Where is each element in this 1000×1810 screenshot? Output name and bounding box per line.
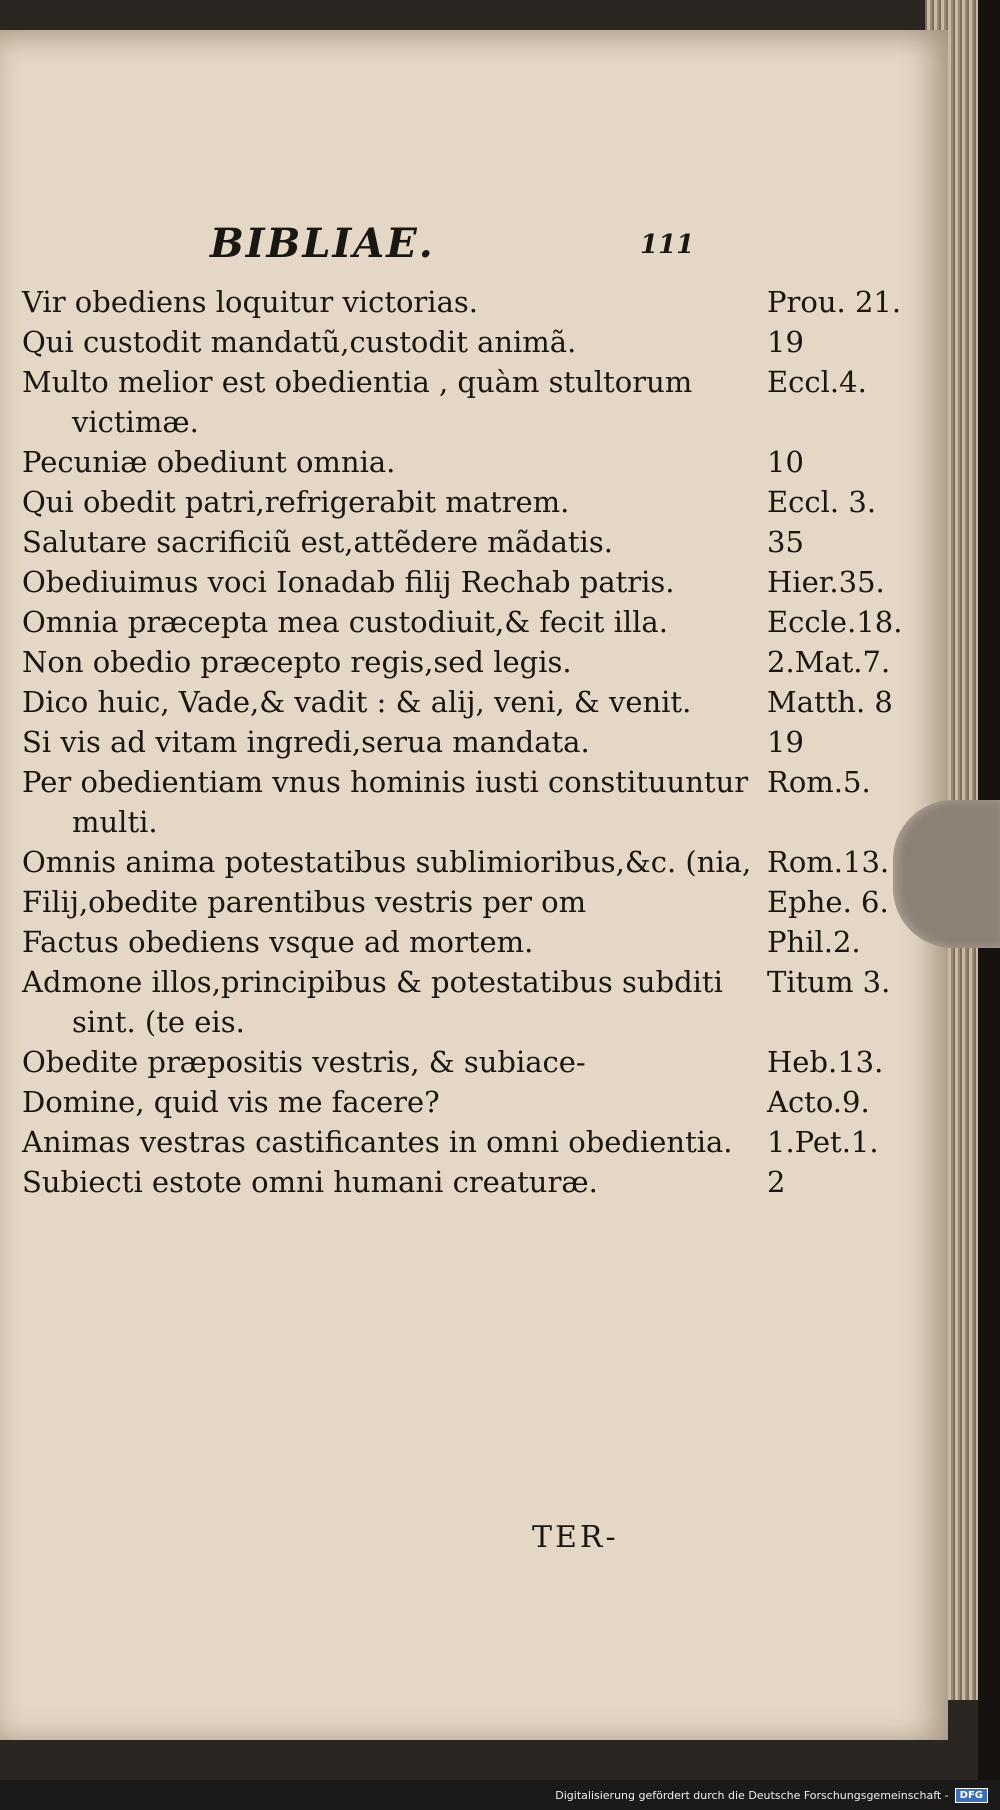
digitization-footer <box>0 1780 1000 1810</box>
verse-text: Non obedio præcepto regis,sed legis. <box>22 645 572 679</box>
verse-reference: Hier.35. <box>767 565 885 599</box>
verse-text: Qui obedit patri,refrigerabit matrem. <box>22 485 570 519</box>
verse-text: Obediuimus voci Ionadab filij Rechab patris. <box>22 565 675 599</box>
verse-reference: Phil.2. <box>767 925 861 959</box>
verse-entry <box>22 1042 927 1082</box>
verse-entry <box>22 882 927 922</box>
verse-entry <box>22 762 927 842</box>
verse-entry <box>22 282 927 322</box>
verse-entry <box>22 922 927 962</box>
funding-credit: Digitalisierung gefördert durch die Deutsche Forschungsgemeinschaft - <box>555 1788 949 1802</box>
verse-reference: 2.Mat.7. <box>767 645 891 679</box>
book-page <box>0 30 948 1740</box>
verse-text: Factus obediens vsque ad mortem. <box>22 925 534 959</box>
verse-reference: Acto.9. <box>767 1085 870 1119</box>
verse-reference: Rom.13. <box>767 845 890 879</box>
verse-reference: Ephe. 6. <box>767 885 889 919</box>
verse-entry <box>22 442 927 482</box>
verse-reference: 19 <box>767 325 804 359</box>
verse-entry <box>22 482 927 522</box>
verse-text: Omnis anima potestatibus sublimioribus,&c. (nia, <box>22 845 752 879</box>
verse-entry <box>22 842 927 882</box>
verse-reference: Heb.13. <box>767 1045 884 1079</box>
catchword: TER- <box>532 1520 619 1555</box>
verse-entry <box>22 1122 927 1162</box>
page-header <box>210 220 710 270</box>
verse-text: Subiecti estote omni humani creaturæ. <box>22 1165 598 1199</box>
verse-reference: 35 <box>767 525 804 559</box>
verse-text: Admone illos,principibus & potestatibus subditi sint. (te eis. <box>22 965 723 1039</box>
dfg-logo: DFG <box>955 1788 988 1803</box>
verse-entry <box>22 362 927 442</box>
verse-reference: Eccl.4. <box>767 365 867 399</box>
verse-entry <box>22 722 927 762</box>
verse-reference: 10 <box>767 445 804 479</box>
verse-text: Domine, quid vis me facere? <box>22 1085 440 1119</box>
verse-list <box>22 282 927 1202</box>
verse-text: Omnia præcepta mea custodiuit,& fecit illa. <box>22 605 668 639</box>
verse-reference: Rom.5. <box>767 765 871 799</box>
verse-reference: Matth. 8 <box>767 685 893 719</box>
verse-entry <box>22 562 927 602</box>
verse-entry <box>22 322 927 362</box>
verse-text: Filij,obedite parentibus vestris per om <box>22 885 587 919</box>
verse-text: Per obedientiam vnus hominis iusti constituuntur multi. <box>22 765 749 839</box>
verse-reference: 1.Pet.1. <box>767 1125 879 1159</box>
verse-reference: 2 <box>767 1165 786 1199</box>
verse-entry <box>22 642 927 682</box>
bookmark-clip <box>893 800 1000 948</box>
verse-entry <box>22 1162 927 1202</box>
verse-text: Vir obediens loquitur victorias. <box>22 285 478 319</box>
running-head: BIBLIAE. <box>210 220 435 267</box>
verse-reference: Titum 3. <box>767 965 891 999</box>
verse-entry <box>22 522 927 562</box>
verse-reference: Eccle.18. <box>767 605 903 639</box>
verse-entry <box>22 1082 927 1122</box>
verse-text: Multo melior est obedientia , quàm stultorum victimæ. <box>22 365 693 439</box>
folio-number: 111 <box>640 230 695 260</box>
verse-reference: Prou. 21. <box>767 285 902 319</box>
verse-text: Si vis ad vitam ingredi,serua mandata. <box>22 725 590 759</box>
verse-entry <box>22 682 927 722</box>
verse-text: Qui custodit mandatũ,custodit animã. <box>22 325 577 359</box>
verse-entry <box>22 602 927 642</box>
verse-entry <box>22 962 927 1042</box>
verse-text: Animas vestras castificantes in omni obedientia. <box>22 1125 733 1159</box>
verse-reference: 19 <box>767 725 804 759</box>
verse-text: Obedite præpositis vestris, & subiace- <box>22 1045 586 1079</box>
verse-text: Salutare sacrificiũ est,attẽdere mãdatis. <box>22 525 613 559</box>
verse-text: Pecuniæ obediunt omnia. <box>22 445 396 479</box>
verse-reference: Eccl. 3. <box>767 485 877 519</box>
verse-text: Dico huic, Vade,& vadit : & alij, veni, & venit. <box>22 685 692 719</box>
